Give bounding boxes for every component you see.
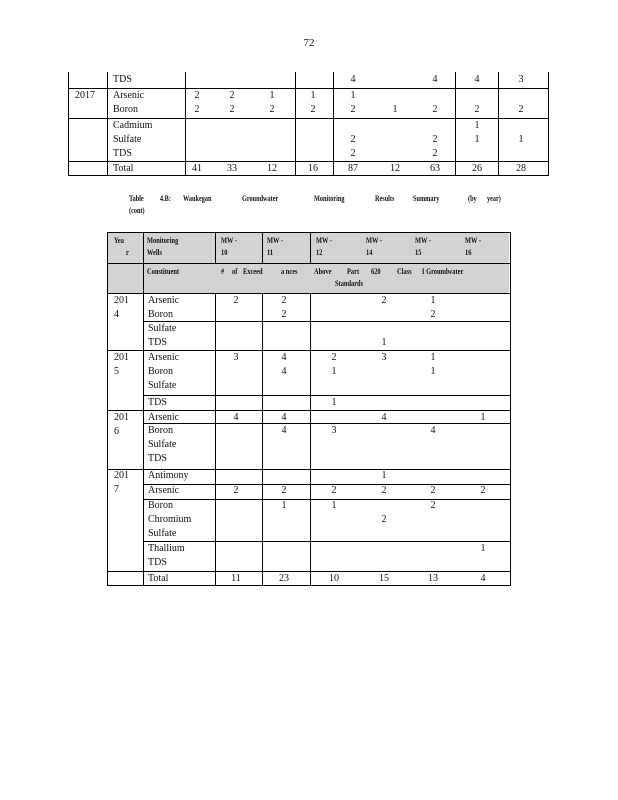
value-cell: 1 bbox=[331, 397, 337, 408]
caption-word: Summary bbox=[413, 194, 440, 203]
table-rule bbox=[310, 293, 311, 586]
constituent-cell: Boron bbox=[148, 500, 173, 511]
header-well: 11 bbox=[267, 248, 274, 257]
value-cell: 4 bbox=[281, 366, 287, 377]
header-exceed: # bbox=[221, 267, 225, 276]
table-rule bbox=[455, 72, 456, 176]
value-cell: 2 bbox=[281, 295, 287, 306]
value-cell: 15 bbox=[379, 573, 389, 584]
table-rule bbox=[68, 118, 548, 119]
table-rule bbox=[498, 72, 499, 176]
value-cell: 1 bbox=[430, 366, 436, 377]
constituent-cell: Boron bbox=[148, 366, 173, 377]
constituent-cell: Sulfate bbox=[148, 380, 177, 391]
table-rule bbox=[215, 232, 216, 263]
table-rule bbox=[143, 423, 510, 424]
table-rule bbox=[143, 321, 510, 322]
constituent-cell: Total bbox=[113, 163, 134, 174]
value-cell: 1 bbox=[480, 543, 486, 554]
value-cell: 2 bbox=[432, 134, 438, 145]
constituent-cell: Boron bbox=[148, 425, 173, 436]
value-cell: 2 bbox=[310, 104, 316, 115]
constituent-cell: Arsenic bbox=[148, 295, 180, 306]
caption-word: 4.B: bbox=[160, 194, 171, 203]
value-cell: 2 bbox=[430, 309, 436, 320]
value-cell: 2 bbox=[331, 352, 337, 363]
page-number: 72 bbox=[303, 37, 315, 49]
header-exceed: a nces bbox=[281, 267, 298, 276]
constituent-cell: Boron bbox=[148, 309, 173, 320]
table-rule bbox=[68, 175, 548, 176]
value-cell: 2 bbox=[430, 500, 436, 511]
value-cell: 2 bbox=[229, 104, 235, 115]
header-well: MW - bbox=[267, 236, 284, 245]
value-cell: 2 bbox=[518, 104, 524, 115]
table-rule bbox=[107, 410, 510, 411]
constituent-cell: TDS bbox=[148, 557, 167, 568]
value-cell: 10 bbox=[329, 573, 339, 584]
header-well: 12 bbox=[316, 248, 323, 257]
value-cell: 4 bbox=[432, 74, 438, 85]
header-well: 14 bbox=[366, 248, 373, 257]
value-cell: 1 bbox=[281, 500, 287, 511]
value-cell: 1 bbox=[331, 500, 337, 511]
value-cell: 3 bbox=[381, 352, 387, 363]
value-cell: 13 bbox=[428, 573, 438, 584]
constituent-cell: TDS bbox=[148, 337, 167, 348]
value-cell: 4 bbox=[281, 352, 287, 363]
value-cell: 1 bbox=[331, 366, 337, 377]
table-rule bbox=[68, 88, 548, 89]
header-well: MW - bbox=[221, 236, 238, 245]
value-cell: 1 bbox=[350, 90, 356, 101]
value-cell: 63 bbox=[430, 163, 440, 174]
table-rule bbox=[107, 350, 510, 351]
value-cell: 2 bbox=[430, 485, 436, 496]
value-cell: 2 bbox=[350, 148, 356, 159]
table-rule bbox=[107, 585, 510, 586]
value-cell: 2 bbox=[281, 309, 287, 320]
header-well: MW - bbox=[366, 236, 383, 245]
header-wells: Wells bbox=[147, 248, 162, 257]
value-cell: 2 bbox=[350, 134, 356, 145]
value-cell: 2 bbox=[381, 295, 387, 306]
table-rule bbox=[107, 293, 510, 294]
value-cell: 2 bbox=[480, 485, 486, 496]
table-rule bbox=[143, 541, 510, 542]
constituent-cell: Antimony bbox=[148, 470, 189, 481]
year-cell: 201 bbox=[114, 352, 129, 363]
value-cell: 2 bbox=[350, 104, 356, 115]
constituent-cell: Thallium bbox=[148, 543, 185, 554]
value-cell: 1 bbox=[474, 134, 480, 145]
value-cell: 2 bbox=[432, 104, 438, 115]
table-rule bbox=[262, 232, 263, 263]
value-cell: 3 bbox=[518, 74, 524, 85]
value-cell: 2 bbox=[381, 485, 387, 496]
header-constituent: Constituent bbox=[147, 267, 180, 276]
constituent-cell: TDS bbox=[113, 148, 132, 159]
constituent-cell: Arsenic bbox=[113, 90, 145, 101]
header-exceed: 620 bbox=[371, 267, 381, 276]
value-cell: 1 bbox=[430, 352, 436, 363]
constituent-cell: Sulfate bbox=[148, 528, 177, 539]
header-monitoring: Monitoring bbox=[147, 236, 179, 245]
value-cell: 87 bbox=[348, 163, 358, 174]
value-cell: 1 bbox=[381, 337, 387, 348]
value-cell: 3 bbox=[331, 425, 337, 436]
year-cell: 201 bbox=[114, 470, 129, 481]
header-well: 15 bbox=[415, 248, 422, 257]
value-cell: 16 bbox=[308, 163, 318, 174]
value-cell: 4 bbox=[350, 74, 356, 85]
value-cell: 1 bbox=[310, 90, 316, 101]
year-cell: 4 bbox=[114, 309, 119, 320]
header-well: 16 bbox=[465, 248, 472, 257]
header-year: Yea bbox=[114, 236, 124, 245]
value-cell: 2 bbox=[194, 90, 200, 101]
value-cell: 2 bbox=[474, 104, 480, 115]
caption-word: Monitoring bbox=[314, 194, 345, 203]
value-cell: 2 bbox=[432, 148, 438, 159]
constituent-cell: TDS bbox=[113, 74, 132, 85]
value-cell: 2 bbox=[381, 514, 387, 525]
table-rule bbox=[310, 232, 311, 263]
constituent-cell: Arsenic bbox=[148, 352, 180, 363]
table-rule bbox=[68, 161, 548, 162]
header-well: 10 bbox=[221, 248, 228, 257]
table-rule bbox=[262, 293, 263, 586]
constituent-cell: Cadmium bbox=[113, 120, 153, 131]
value-cell: 4 bbox=[233, 412, 239, 423]
header-exceed: Class bbox=[397, 267, 412, 276]
constituent-cell: Total bbox=[148, 573, 169, 584]
value-cell: 1 bbox=[381, 470, 387, 481]
value-cell: 33 bbox=[227, 163, 237, 174]
value-cell: 2 bbox=[194, 104, 200, 115]
table-rule bbox=[143, 395, 510, 396]
year-cell: 7 bbox=[114, 484, 119, 495]
value-cell: 2 bbox=[233, 295, 239, 306]
year-cell: 201 bbox=[114, 412, 129, 423]
value-cell: 1 bbox=[392, 104, 398, 115]
constituent-cell: Sulfate bbox=[148, 439, 177, 450]
value-cell: 4 bbox=[281, 412, 287, 423]
caption-word: Table bbox=[129, 194, 144, 203]
constituent-cell: TDS bbox=[148, 397, 167, 408]
value-cell: 2 bbox=[331, 485, 337, 496]
value-cell: 2 bbox=[281, 485, 287, 496]
caption-word: Waukegan bbox=[183, 194, 212, 203]
header-well: MW - bbox=[465, 236, 482, 245]
constituent-cell: Arsenic bbox=[148, 412, 180, 423]
value-cell: 2 bbox=[269, 104, 275, 115]
caption-word: (by bbox=[468, 194, 477, 203]
table-rule bbox=[333, 72, 334, 176]
value-cell: 4 bbox=[430, 425, 436, 436]
value-cell: 4 bbox=[281, 425, 287, 436]
caption-word: year) bbox=[487, 194, 501, 203]
table-rule bbox=[185, 72, 186, 176]
value-cell: 11 bbox=[231, 573, 241, 584]
year-cell: 6 bbox=[114, 426, 119, 437]
table-rule bbox=[107, 232, 510, 233]
header-well: MW - bbox=[316, 236, 333, 245]
constituent-cell: Sulfate bbox=[148, 323, 177, 334]
table-rule bbox=[107, 263, 510, 264]
value-cell: 4 bbox=[480, 573, 486, 584]
value-cell: 41 bbox=[192, 163, 202, 174]
value-cell: 2 bbox=[229, 90, 235, 101]
header-exceed: Above bbox=[314, 267, 332, 276]
value-cell: 1 bbox=[430, 295, 436, 306]
header-exceed: I Groundwater bbox=[422, 267, 464, 276]
constituent-cell: TDS bbox=[148, 453, 167, 464]
value-cell: 28 bbox=[516, 163, 526, 174]
table-rule bbox=[107, 72, 108, 176]
value-cell: 4 bbox=[474, 74, 480, 85]
table-rule bbox=[510, 232, 511, 586]
caption-cont: (cont) bbox=[129, 206, 145, 215]
constituent-cell: Sulfate bbox=[113, 134, 142, 145]
year-cell: 2017 bbox=[75, 90, 95, 101]
table-rule bbox=[107, 571, 510, 572]
header-standards: Standards bbox=[335, 279, 364, 288]
year-cell: 5 bbox=[114, 366, 119, 377]
constituent-cell: Chromium bbox=[148, 514, 192, 525]
constituent-cell: Arsenic bbox=[148, 485, 180, 496]
caption-word: Groundwater bbox=[242, 194, 279, 203]
header-well: MW - bbox=[415, 236, 432, 245]
table-rule bbox=[215, 293, 216, 586]
table-rule bbox=[295, 72, 296, 176]
table-rule bbox=[143, 232, 144, 586]
value-cell: 12 bbox=[267, 163, 277, 174]
value-cell: 1 bbox=[474, 120, 480, 131]
table-rule bbox=[68, 72, 69, 176]
value-cell: 2 bbox=[233, 485, 239, 496]
caption-word: Results bbox=[375, 194, 395, 203]
table-rule bbox=[548, 72, 549, 176]
value-cell: 1 bbox=[269, 90, 275, 101]
year-cell: 201 bbox=[114, 295, 129, 306]
value-cell: 1 bbox=[480, 412, 486, 423]
header-exceed: of bbox=[232, 267, 238, 276]
header-exceed: Exceed bbox=[243, 267, 263, 276]
value-cell: 26 bbox=[472, 163, 482, 174]
constituent-cell: Boron bbox=[113, 104, 138, 115]
value-cell: 4 bbox=[381, 412, 387, 423]
value-cell: 23 bbox=[279, 573, 289, 584]
value-cell: 3 bbox=[233, 352, 239, 363]
table-rule bbox=[107, 232, 108, 586]
header-year: r bbox=[126, 248, 129, 257]
header-exceed: Part bbox=[347, 267, 360, 276]
value-cell: 1 bbox=[518, 134, 524, 145]
value-cell: 12 bbox=[390, 163, 400, 174]
